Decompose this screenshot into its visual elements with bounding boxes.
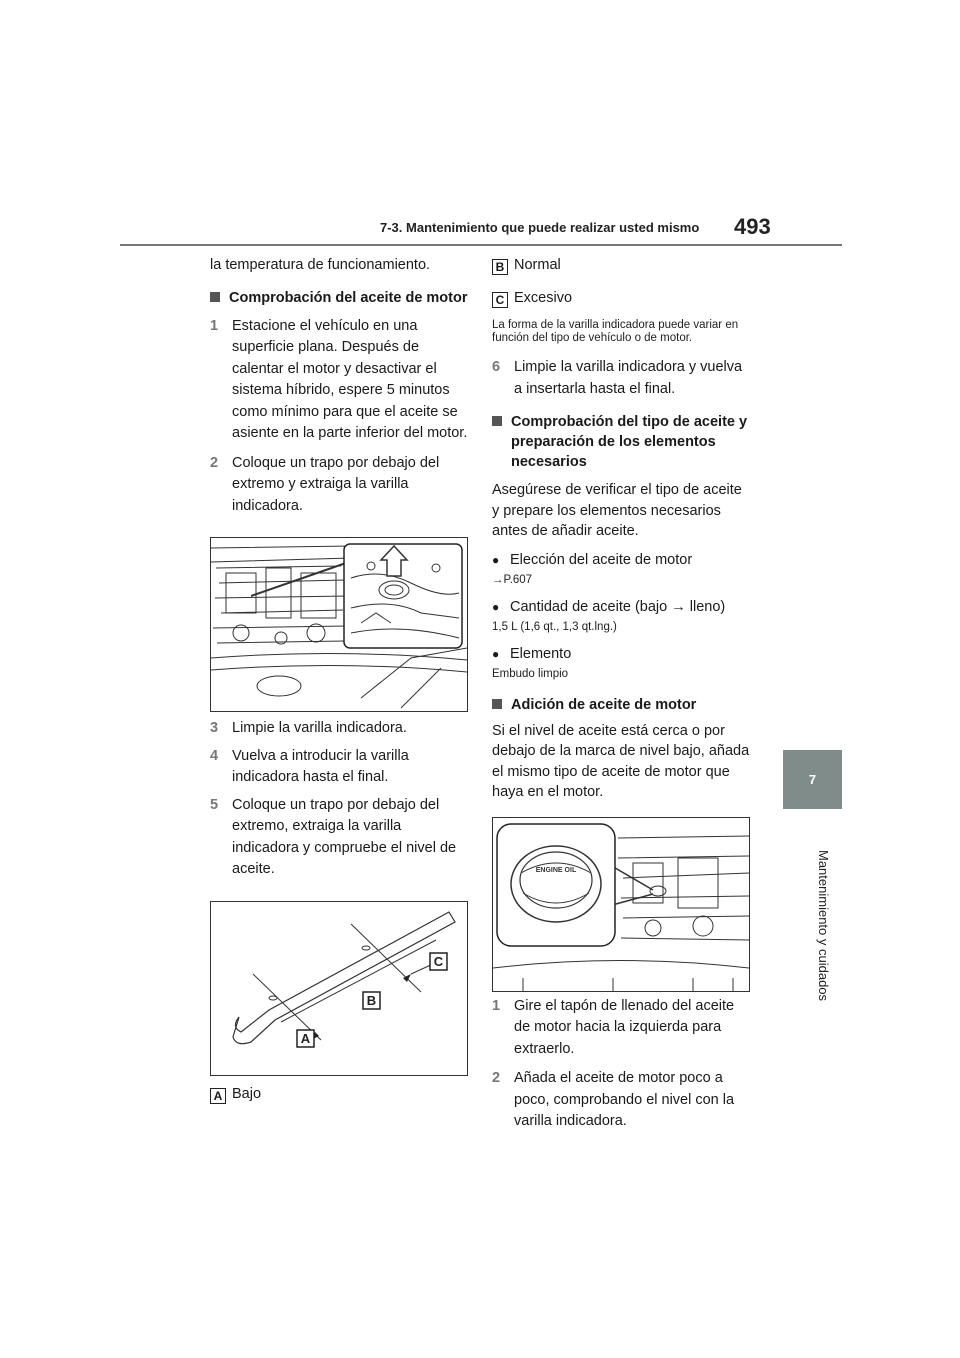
dipstick-note: La forma de la varilla indicadora puede variar en función del tipo de vehículo o de motor.	[492, 319, 739, 344]
bullet-dot-icon: ●	[492, 646, 500, 661]
oil-cap-illustration	[493, 818, 749, 991]
chapter-title: Mantenimiento y cuidados	[816, 850, 831, 1002]
left-column	[210, 255, 468, 1104]
step-text: Añada el aceite de motor poco a poco, comprobando el nivel con la varilla indicadora.	[514, 1070, 735, 1129]
step-number: 1	[492, 997, 501, 1014]
add-step-1	[492, 996, 750, 1061]
heading-oil-check	[210, 288, 468, 308]
add-oil-intro: Si el nivel de aceite está cerca o por debajo de la marca de nivel bajo, añada el mismo tipo de aceite de motor que haya en el motor.	[492, 722, 750, 800]
step-5	[210, 795, 468, 881]
bullet-item	[492, 644, 750, 664]
page-number: 493	[734, 214, 771, 239]
heading-add-oil-text: Adición de aceite de motor	[511, 696, 697, 713]
intro-text: la temperatura de funcionamiento.	[210, 257, 431, 273]
heading-square-icon	[492, 699, 502, 709]
step-number: 2	[492, 1070, 501, 1086]
legend-key-c: C	[492, 292, 508, 308]
heading-square-icon	[492, 416, 502, 426]
section-title: 7-3. Mantenimiento que puede realizar usted mismo	[380, 220, 700, 235]
chapter-tab[interactable]	[783, 750, 842, 809]
legend-low-text: Bajo	[232, 1085, 262, 1102]
oil-quantity-detail: 1,5 L (1,6 qt., 1,3 qt.lng.)	[492, 620, 617, 633]
step-text: Limpie la varilla indicadora.	[232, 720, 407, 736]
oil-cap-figure	[492, 817, 750, 992]
engine-illustration	[211, 538, 467, 711]
step-number: 2	[210, 454, 219, 471]
legend-excess-text: Excesivo	[514, 290, 573, 306]
bullet-text: Cantidad de aceite (bajo → lleno)	[510, 598, 726, 615]
legend-normal-text: Normal	[514, 257, 561, 273]
step-text: Coloque un trapo por debajo del extremo y extraiga la varilla indicadora.	[232, 454, 440, 514]
label-a: A	[300, 1030, 311, 1046]
step-4	[210, 746, 468, 789]
chapter-number: 7	[808, 772, 817, 787]
heading-oil-check-text: Comprobación del aceite de motor	[229, 289, 468, 306]
step-number: 1	[210, 317, 219, 334]
heading-oil-type-text: Comprobación del tipo de aceite y preparación de los elementos necesarios	[511, 414, 748, 470]
add-step-2	[492, 1068, 750, 1133]
page-reference-link[interactable]: →P.607	[492, 573, 533, 586]
label-b: B	[366, 992, 377, 1008]
step-text: Gire el tapón de llenado del aceite de motor hacia la izquierda para extraerlo.	[514, 997, 735, 1057]
engine-dipstick-figure	[210, 537, 468, 712]
oil-type-intro: Asegúrese de verificar el tipo de aceite y prepare los elementos necesarios antes de añadir aceite.	[492, 482, 742, 539]
step-text: Vuelva a introducir la varilla indicadora hasta el final.	[232, 747, 409, 785]
step-2	[210, 453, 468, 518]
dipstick-illustration	[211, 902, 467, 1075]
heading-square-icon	[210, 292, 220, 302]
legend-excess	[492, 288, 750, 308]
legend-key-a: A	[210, 1088, 226, 1104]
bullet-text: Elemento	[510, 645, 572, 662]
step-number: 5	[210, 796, 219, 813]
step-text: Coloque un trapo por debajo del extremo, extraiga la varilla indicadora y compruebe el nivel de aceite.	[232, 796, 457, 877]
header-divider	[120, 244, 842, 246]
step-number: 3	[210, 720, 219, 736]
oil-cap-label: ENGINE OIL	[535, 866, 577, 874]
step-number: 4	[210, 747, 219, 764]
legend-low	[210, 1084, 468, 1104]
step-1	[210, 316, 468, 445]
label-c: C	[433, 953, 444, 969]
right-column	[492, 255, 750, 1133]
bullet-oil-quantity	[492, 597, 750, 617]
bullet-dot-icon: ●	[492, 599, 500, 614]
legend-normal	[492, 255, 750, 275]
legend-key-b: B	[492, 259, 508, 275]
step-number: 6	[492, 359, 501, 375]
heading-oil-type	[492, 412, 750, 472]
step-6	[492, 357, 750, 400]
step-3	[210, 718, 468, 740]
item-detail: Embudo limpio	[492, 667, 569, 680]
bullet-text: Elección del aceite de motor	[510, 551, 693, 568]
bullet-dot-icon: ●	[492, 552, 500, 567]
bullet-oil-choice	[492, 550, 750, 570]
step-text: Limpie la varilla indicadora y vuelva a insertarla hasta el final.	[514, 359, 743, 397]
step-text: Estacione el vehículo en una superficie plana. Después de calentar el motor y desactivar el sistema híbrido, espere 5 minutos como mínimo para que el aceite se asiente en la parte inferior del motor.	[232, 317, 468, 441]
heading-add-oil	[492, 695, 750, 715]
dipstick-level-figure	[210, 901, 468, 1076]
